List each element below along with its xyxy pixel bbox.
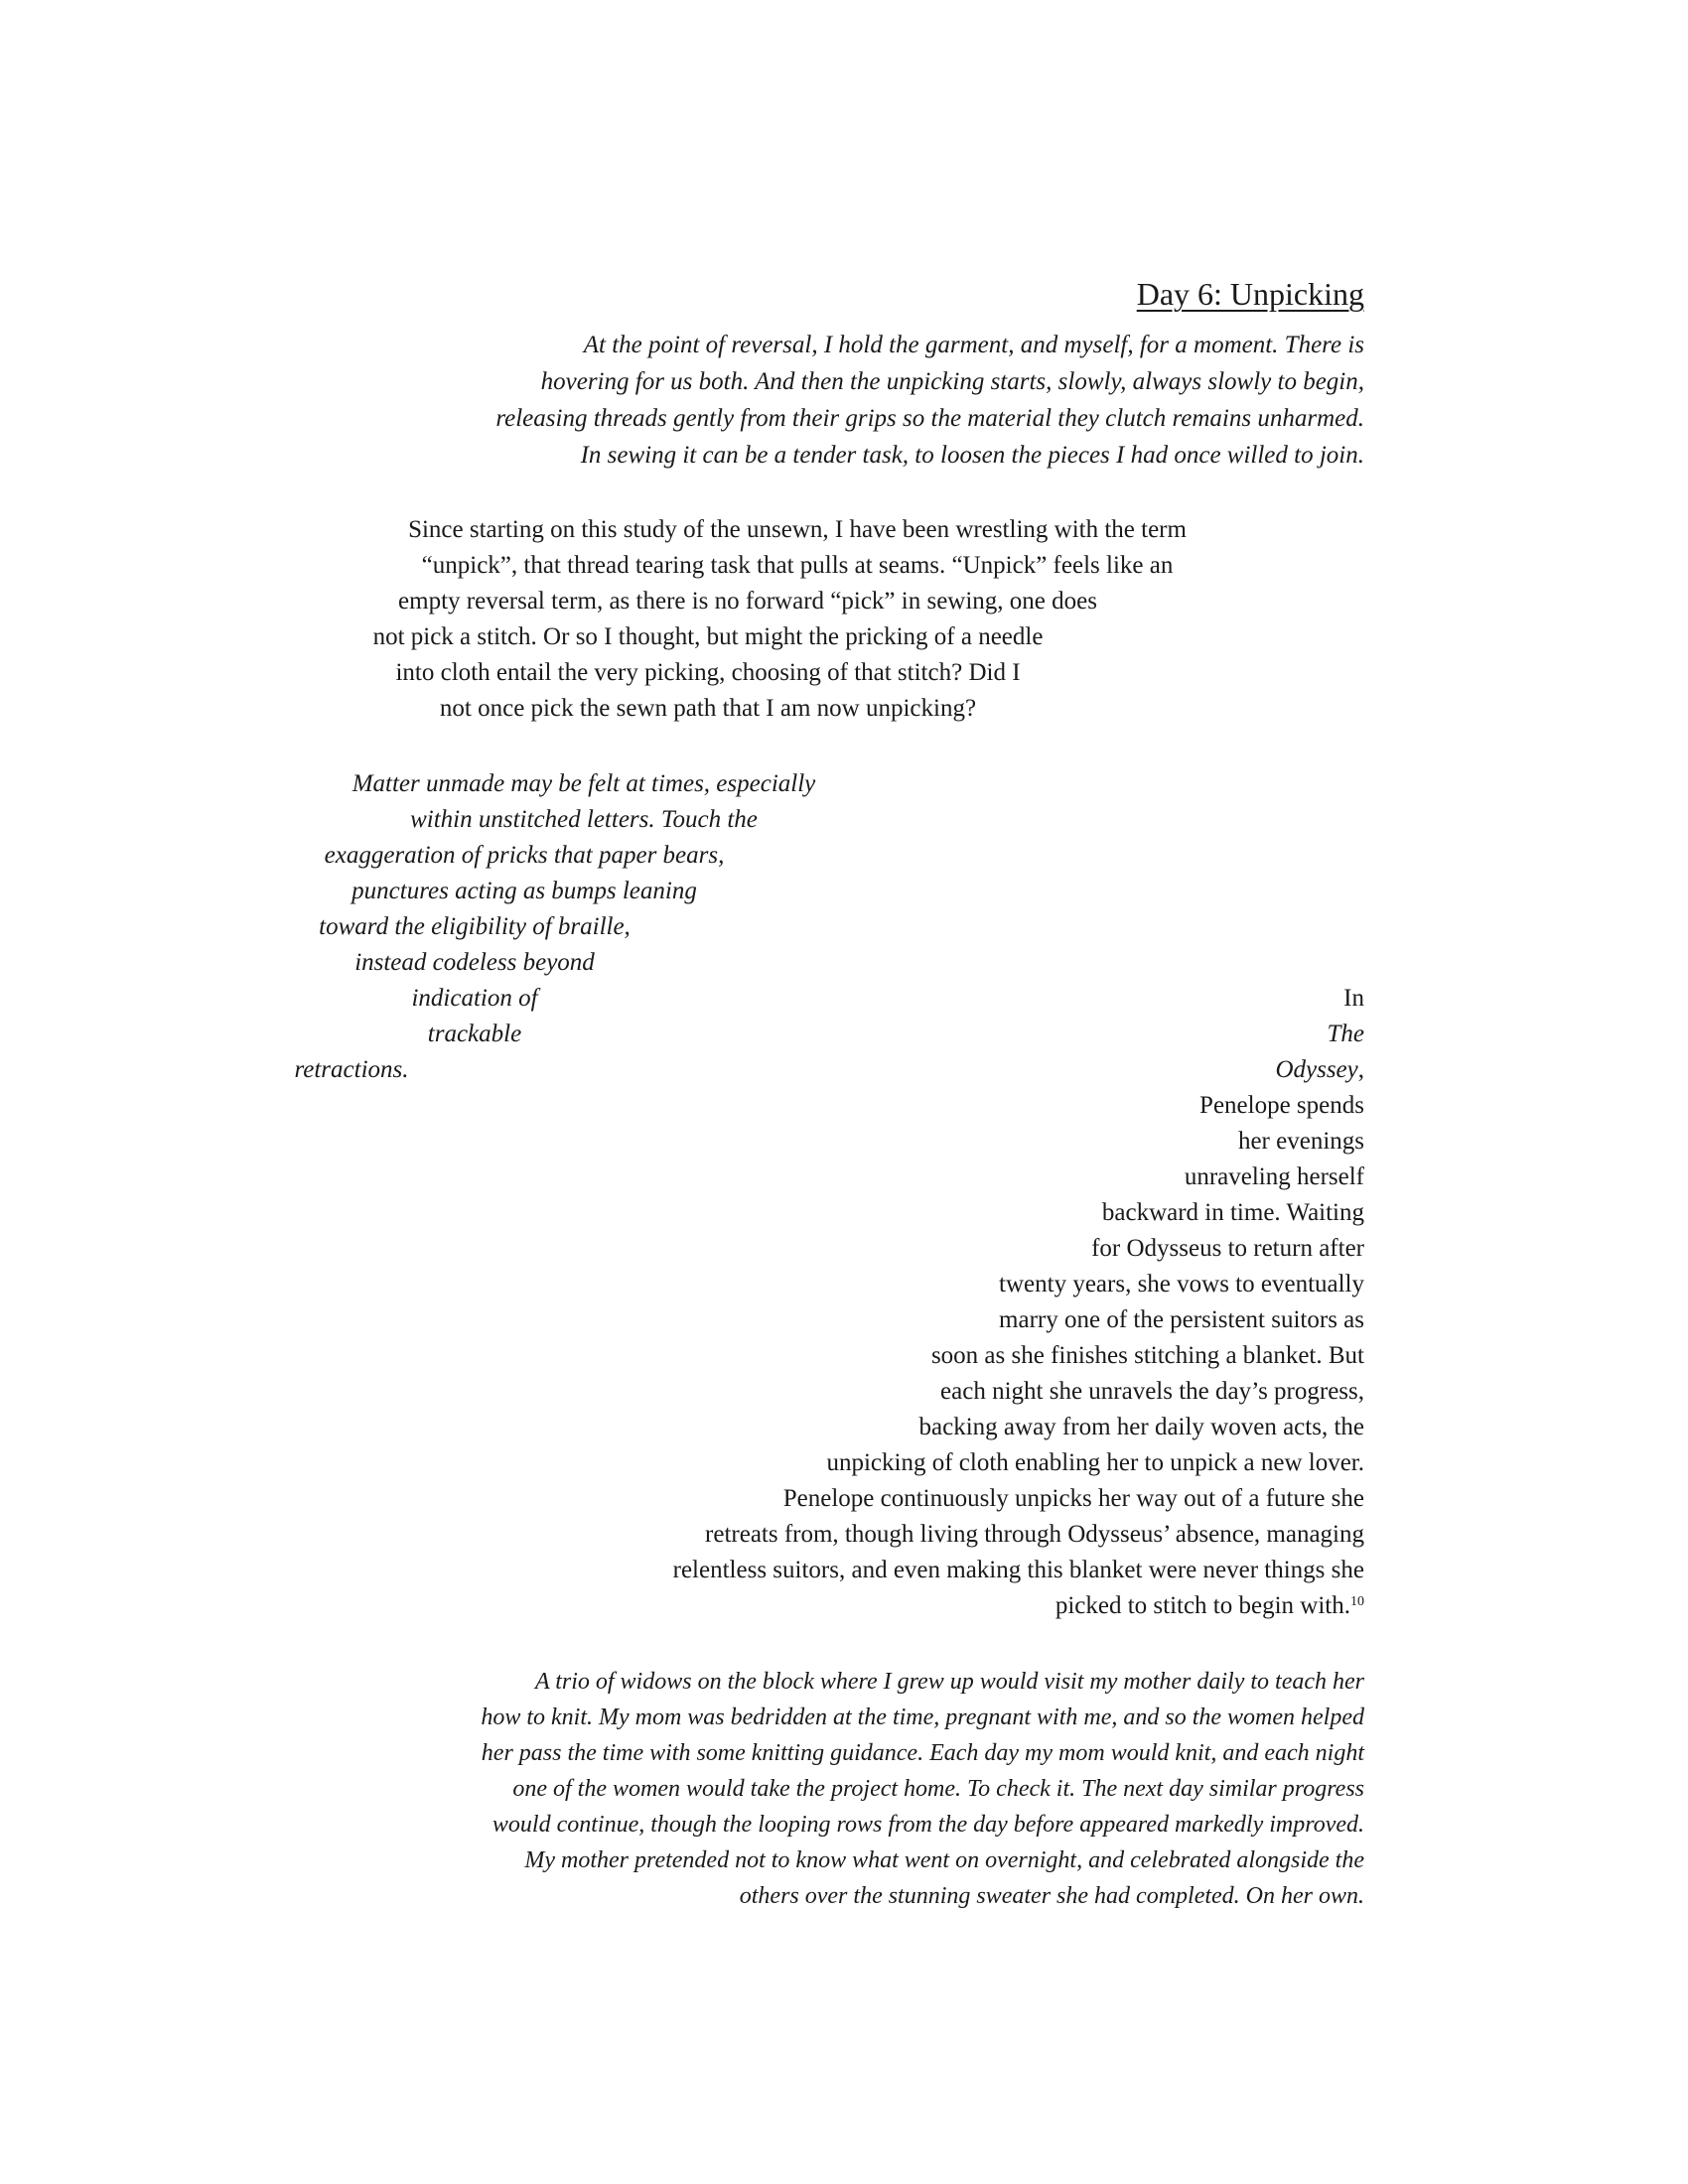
odyssey-line: her evenings (1237, 1128, 1364, 1155)
odyssey-line: Penelope spends (1199, 1092, 1364, 1119)
matter-line: retractions. (294, 1056, 409, 1083)
unsewn-line: Since starting on this study of the unsewn, I have been wrestling with the term (408, 516, 1187, 543)
odyssey-line: relentless suitors, and even making this blanket were never things she (672, 1557, 1364, 1583)
odyssey-line: marry one of the persistent suitors as (999, 1306, 1364, 1333)
odyssey-last-line-text: picked to stitch to begin with. (1055, 1592, 1350, 1619)
footnote-ref: 10 (1350, 1594, 1364, 1609)
unsewn-line: empty reversal term, as there is no forward “pick” in sewing, one does (398, 588, 1097, 614)
intro-line: In sewing it can be a tender task, to loosen the pieces I had once willed to join. (580, 442, 1364, 469)
unsewn-line: not once pick the sewn path that I am now unpicking? (439, 695, 977, 722)
matter-line: exaggeration of pricks that paper bears, (324, 842, 725, 869)
odyssey-line: backward in time. Waiting (1101, 1199, 1364, 1226)
matter-line: trackable (427, 1021, 522, 1047)
matter-line: within unstitched letters. Touch the (410, 806, 758, 833)
intro-line: At the point of reversal, I hold the garment, and myself, for a moment. There is (583, 332, 1364, 358)
widows-line: A trio of widows on the block where I grew up would visit my mother daily to teach her (534, 1669, 1364, 1695)
intro-line: releasing threads gently from their grips so the material they clutch remains unharmed. (495, 405, 1364, 432)
intro-line: hovering for us both. And then the unpicking starts, slowly, always slowly to begin, (540, 368, 1364, 395)
widows-line: others over the stunning sweater she had completed. On her own. (739, 1883, 1364, 1909)
odyssey-line: backing away from her daily woven acts, the (918, 1414, 1364, 1440)
odyssey-line: each night she unravels the day’s progress, (940, 1378, 1364, 1405)
odyssey-line: Penelope continuously unpicks her way out of a future she (782, 1485, 1364, 1512)
odyssey-line (1055, 1588, 1364, 1624)
matter-line: punctures acting as bumps leaning (352, 878, 697, 904)
widows-line: her pass the time with some knitting guidance. Each day my mom would knit, and each night (481, 1740, 1364, 1766)
odyssey-line: unraveling herself (1184, 1163, 1364, 1190)
odyssey-line (1275, 1052, 1364, 1088)
odyssey-line: for Odysseus to return after (1091, 1235, 1364, 1262)
matter-line: toward the eligibility of braille, (319, 913, 631, 940)
widows-line: one of the women would take the project home. To check it. The next day similar progress (512, 1776, 1364, 1802)
odyssey-book-title: Odyssey (1275, 1056, 1358, 1083)
unsewn-line: into cloth entail the very picking, choosing of that stitch? Did I (395, 659, 1021, 686)
widows-line: how to knit. My mom was bedridden at the time, pregnant with me, and so the women helped (481, 1705, 1364, 1730)
odyssey-line: In (1343, 985, 1364, 1012)
odyssey-line: soon as she finishes stitching a blanket. But (930, 1342, 1364, 1369)
unsewn-line: not pick a stitch. Or so I thought, but might the pricking of a needle (372, 623, 1044, 650)
odyssey-book-title: The (1327, 1021, 1364, 1047)
odyssey-line: unpicking of cloth enabling her to unpick a new lover. (826, 1449, 1364, 1476)
unsewn-line: “unpick”, that thread tearing task that pulls at seams. “Unpick” feels like an (421, 552, 1174, 579)
widows-line: My mother pretended not to know what went on overnight, and celebrated alongside the (524, 1847, 1364, 1873)
matter-line: Matter unmade may be felt at times, especially (352, 770, 816, 797)
widows-line: would continue, though the looping rows from the day before appeared markedly improved. (492, 1812, 1364, 1838)
matter-line: indication of (411, 985, 538, 1012)
odyssey-comma: , (1357, 1056, 1364, 1083)
odyssey-line: twenty years, she vows to eventually (999, 1271, 1364, 1297)
matter-line: instead codeless beyond (354, 949, 595, 976)
page-title: Day 6: Unpicking (1136, 276, 1364, 312)
odyssey-line: retreats from, though living through Odysseus’ absence, managing (705, 1521, 1364, 1548)
